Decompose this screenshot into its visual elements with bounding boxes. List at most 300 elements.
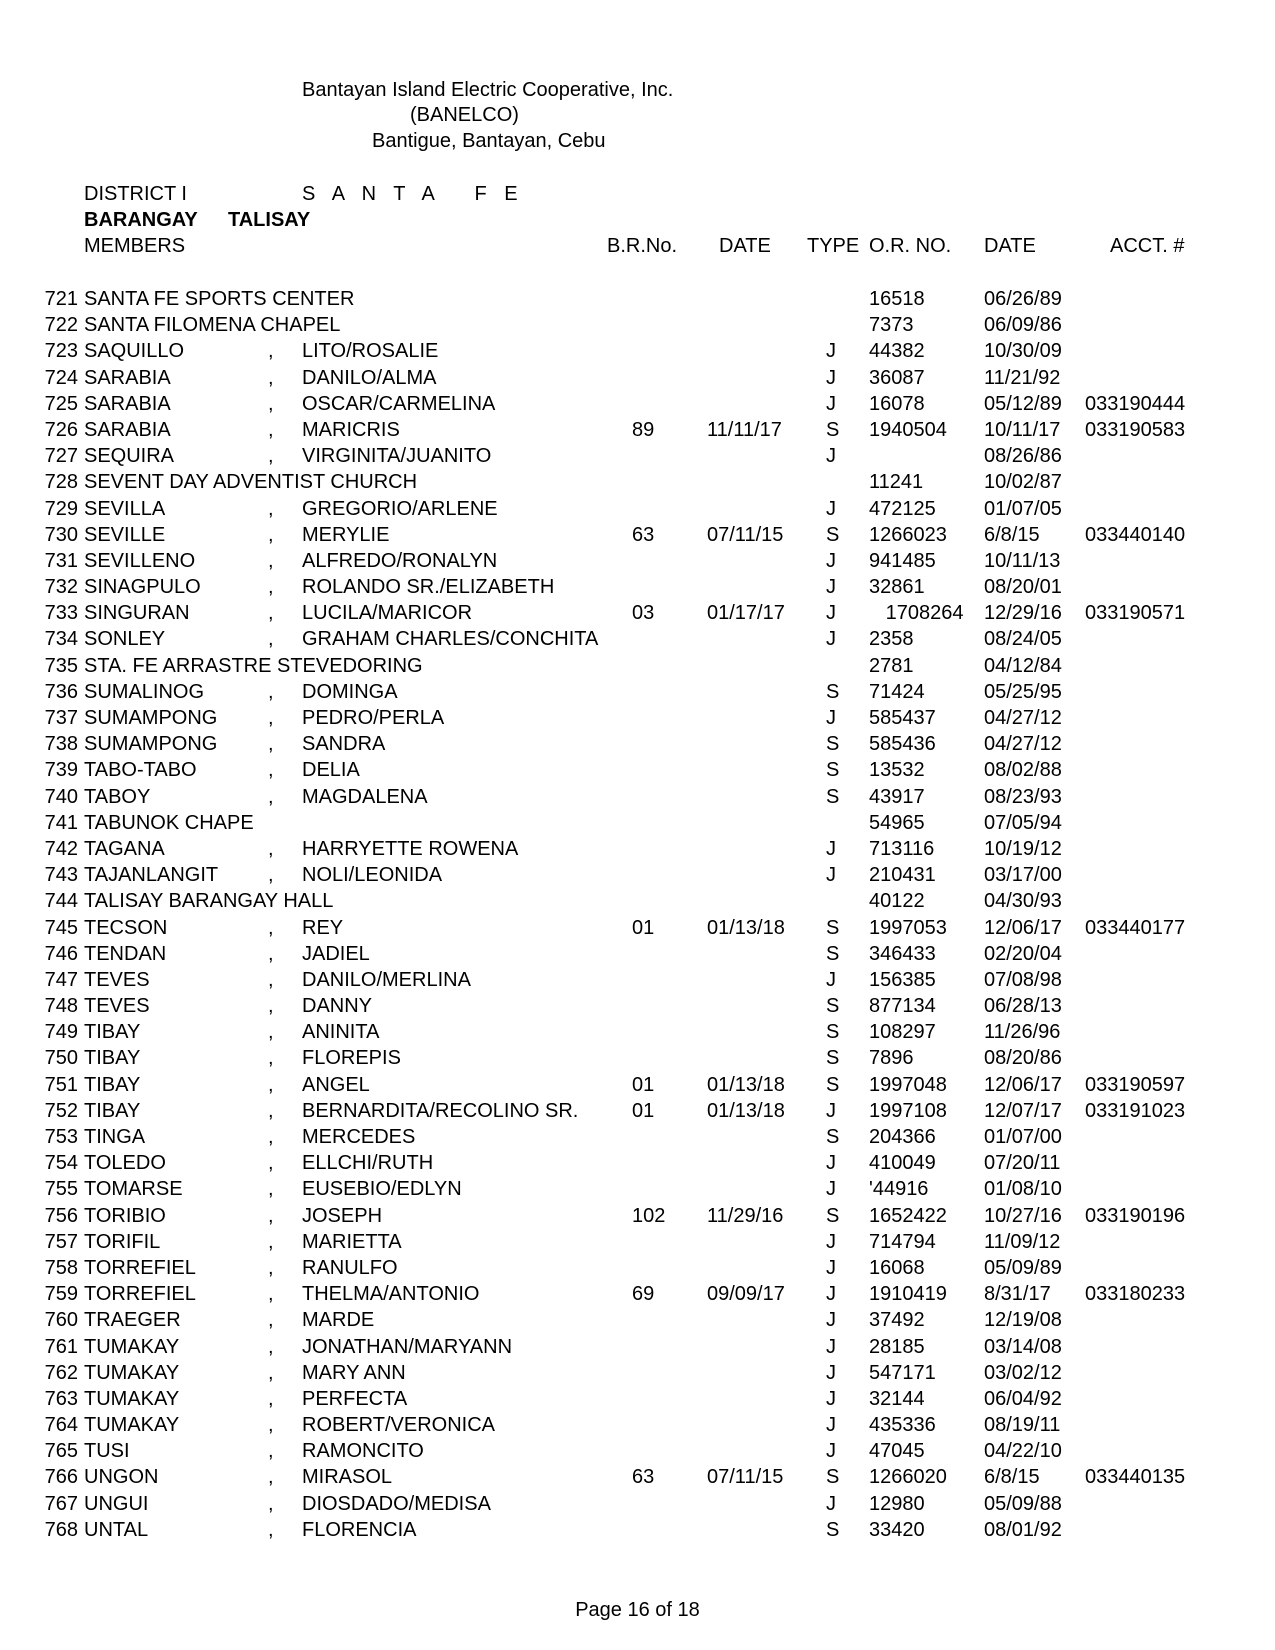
table-row — [0, 1361, 1275, 1387]
member-type: S — [826, 1204, 840, 1227]
member-number: 767 — [44, 1492, 78, 1515]
member-last-name: SUMALINOG — [84, 680, 205, 703]
table-row — [0, 916, 1275, 942]
member-type: S — [826, 1518, 840, 1541]
or-number: 43917 — [869, 785, 925, 808]
member-number: 762 — [44, 1361, 78, 1384]
member-type: J — [826, 837, 836, 860]
name-separator: , — [268, 942, 274, 965]
member-first-name: ELLCHI/RUTH — [302, 1152, 434, 1175]
member-number: 730 — [44, 523, 78, 546]
member-number: 735 — [44, 654, 78, 677]
member-number: 768 — [44, 1518, 78, 1541]
name-separator: , — [268, 523, 274, 546]
member-last-name: SINAGPULO — [84, 576, 201, 599]
account-number: 033190583 — [1085, 418, 1186, 441]
or-date: 05/09/88 — [984, 1492, 1062, 1515]
table-row — [0, 1518, 1275, 1544]
table-row — [0, 942, 1275, 968]
or-date: 11/26/96 — [984, 1021, 1061, 1044]
member-last-name: UNGUI — [84, 1492, 149, 1515]
member-number: 746 — [44, 942, 78, 965]
member-number: 747 — [44, 968, 78, 991]
member-type: S — [826, 1126, 840, 1148]
member-type: J — [826, 1178, 836, 1201]
member-first-name: MARICRIS — [302, 418, 400, 441]
member-last-name: TIBAY — [84, 1047, 141, 1070]
member-number: 741 — [44, 811, 78, 834]
member-last-name: TIBAY — [84, 1021, 141, 1044]
table-row — [0, 968, 1275, 994]
table-row — [0, 1046, 1275, 1072]
column-header-type: TYPE — [807, 235, 860, 257]
member-number: 726 — [44, 418, 78, 441]
table-row — [0, 1308, 1275, 1334]
or-number: 435336 — [869, 1414, 936, 1437]
or-date: 07/20/11 — [984, 1152, 1061, 1175]
or-number: 44382 — [869, 340, 925, 363]
member-type: S — [826, 418, 840, 441]
member-type: J — [826, 549, 836, 572]
or-date: 01/07/00 — [984, 1126, 1062, 1148]
member-last-name: SEVENT DAY ADVENTIST CHURCH — [84, 471, 418, 494]
br-number: 102 — [632, 1204, 666, 1227]
member-last-name: TUMAKAY — [84, 1335, 180, 1358]
br-number: 69 — [632, 1283, 655, 1306]
member-first-name: ANGEL — [302, 1073, 370, 1096]
br-number: 01 — [632, 1099, 655, 1122]
members-table — [0, 287, 1275, 1544]
member-number: 755 — [44, 1178, 78, 1201]
table-row — [0, 1099, 1275, 1125]
or-number: 1652422 — [869, 1204, 947, 1227]
member-first-name: MAGDALENA — [302, 785, 428, 808]
member-first-name: LUCILA/MARICOR — [302, 602, 473, 625]
table-row — [0, 1125, 1275, 1151]
table-row — [0, 1073, 1275, 1099]
member-first-name: MERYLIE — [302, 523, 390, 546]
member-last-name: TRAEGER — [84, 1309, 181, 1332]
table-row — [0, 339, 1275, 365]
member-first-name: JADIEL — [302, 942, 370, 965]
name-separator: , — [268, 549, 274, 572]
or-date: 6/8/15 — [984, 523, 1040, 546]
member-first-name: RAMONCITO — [302, 1440, 424, 1463]
member-number: 748 — [44, 995, 78, 1018]
or-date: 10/27/16 — [984, 1204, 1062, 1227]
member-first-name: NOLI/LEONIDA — [302, 864, 443, 887]
or-date: 01/07/05 — [984, 497, 1062, 520]
column-header-members: MEMBERS — [84, 235, 186, 257]
member-first-name: DOMINGA — [302, 680, 398, 703]
org-name: Bantayan Island Electric Cooperative, Inc. — [302, 79, 674, 101]
org-abbreviation: (BANELCO) — [410, 104, 519, 126]
name-separator: , — [268, 418, 274, 441]
name-separator: , — [268, 1126, 274, 1148]
table-row — [0, 1387, 1275, 1413]
table-row — [0, 523, 1275, 549]
member-number: 744 — [44, 890, 78, 913]
name-separator: , — [268, 1047, 274, 1070]
member-number: 756 — [44, 1204, 78, 1227]
column-header-date: DATE — [719, 235, 771, 257]
member-number: 742 — [44, 837, 78, 860]
member-number: 727 — [44, 445, 78, 468]
name-separator: , — [268, 1073, 274, 1096]
member-last-name: SAQUILLO — [84, 340, 185, 363]
member-type: S — [826, 942, 840, 965]
or-date: 03/17/00 — [984, 864, 1062, 887]
member-type: J — [826, 1152, 836, 1175]
district-label: DISTRICT I — [84, 183, 187, 205]
member-type: S — [826, 523, 840, 546]
member-number: 731 — [44, 549, 78, 572]
member-type: J — [826, 1099, 836, 1122]
member-first-name: ROBERT/VERONICA — [302, 1414, 495, 1437]
member-type: J — [826, 602, 836, 625]
member-type: J — [826, 628, 836, 651]
or-number: 1266023 — [869, 523, 947, 546]
member-last-name: TABOY — [84, 785, 151, 808]
or-number: 204366 — [869, 1126, 936, 1148]
or-date: 10/30/09 — [984, 340, 1062, 363]
member-number: 732 — [44, 576, 78, 599]
or-date: 05/25/95 — [984, 680, 1062, 703]
or-date: 01/08/10 — [984, 1178, 1062, 1201]
table-row — [0, 470, 1275, 496]
member-type: J — [826, 707, 836, 729]
member-type: J — [826, 445, 836, 468]
member-last-name: TALISAY BARANGAY HALL — [84, 890, 334, 913]
member-number: 740 — [44, 785, 78, 808]
name-separator: , — [268, 1230, 274, 1253]
or-date: 06/26/89 — [984, 288, 1062, 310]
district-value: S A N T A F E — [302, 183, 524, 205]
name-separator: , — [268, 1414, 274, 1437]
member-number: 723 — [44, 340, 78, 363]
or-date: 06/28/13 — [984, 995, 1062, 1018]
or-date: 04/12/84 — [984, 654, 1062, 677]
name-separator: , — [268, 1518, 274, 1541]
member-last-name: SARABIA — [84, 392, 171, 415]
page-number: Page 16 of 18 — [575, 1599, 700, 1621]
member-number: 764 — [44, 1414, 78, 1437]
member-last-name: TUSI — [84, 1440, 130, 1463]
or-number: 2358 — [869, 628, 914, 651]
or-date: 03/14/08 — [984, 1335, 1062, 1358]
member-number: 752 — [44, 1099, 78, 1122]
or-number: 32144 — [869, 1387, 925, 1410]
or-number: 11241 — [869, 471, 924, 494]
member-last-name: TEVES — [84, 995, 150, 1018]
br-date: 01/17/17 — [707, 602, 785, 625]
name-separator: , — [268, 995, 274, 1018]
name-separator: , — [268, 497, 274, 520]
member-type: S — [826, 1466, 840, 1489]
member-number: 751 — [44, 1073, 78, 1096]
member-type: S — [826, 733, 840, 756]
or-number: 7373 — [869, 314, 914, 337]
member-last-name: SEVILLA — [84, 497, 166, 520]
member-last-name: SEQUIRA — [84, 445, 175, 468]
member-type: S — [826, 1047, 840, 1070]
member-last-name: TIBAY — [84, 1073, 141, 1096]
name-separator: , — [268, 576, 274, 599]
name-separator: , — [268, 1256, 274, 1279]
member-last-name: TUMAKAY — [84, 1361, 180, 1384]
member-type: J — [826, 864, 836, 887]
or-date: 04/30/93 — [984, 890, 1062, 913]
br-number: 01 — [632, 1073, 655, 1096]
column-header-br-no: B.R.No. — [607, 235, 678, 257]
member-type: J — [826, 497, 836, 520]
member-last-name: TAJANLANGIT — [84, 864, 219, 887]
member-type: J — [826, 392, 836, 415]
table-row — [0, 287, 1275, 313]
table-row — [0, 837, 1275, 863]
member-number: 766 — [44, 1466, 78, 1489]
member-type: S — [826, 785, 840, 808]
or-number: 28185 — [869, 1335, 925, 1358]
or-number: 1708264 — [869, 602, 964, 625]
or-number: 16068 — [869, 1256, 925, 1279]
member-last-name: TECSON — [84, 916, 168, 939]
account-number: 033190597 — [1085, 1073, 1186, 1096]
name-separator: , — [268, 1361, 274, 1384]
member-first-name: MIRASOL — [302, 1466, 393, 1489]
or-number: 1940504 — [869, 418, 947, 441]
name-separator: , — [268, 1283, 274, 1306]
or-date: 08/26/86 — [984, 445, 1062, 468]
name-separator: , — [268, 445, 274, 468]
member-first-name: MERCEDES — [302, 1126, 416, 1148]
member-type: J — [826, 366, 836, 389]
or-number: 16518 — [869, 288, 925, 310]
table-row — [0, 1020, 1275, 1046]
org-address: Bantigue, Bantayan, Cebu — [372, 130, 606, 152]
member-last-name: SARABIA — [84, 418, 171, 441]
member-first-name: EUSEBIO/EDLYN — [302, 1178, 462, 1201]
member-last-name: TORIFIL — [84, 1230, 161, 1253]
or-number: 13532 — [869, 759, 925, 782]
member-last-name: TAGANA — [84, 837, 165, 860]
or-number: 156385 — [869, 968, 936, 991]
name-separator: , — [268, 1021, 274, 1044]
member-type: J — [826, 1492, 836, 1515]
member-number: 722 — [44, 314, 78, 337]
member-number: 739 — [44, 759, 78, 782]
or-date: 10/11/13 — [984, 549, 1061, 572]
or-date: 6/8/15 — [984, 1466, 1040, 1489]
member-type: S — [826, 1021, 840, 1044]
or-number: 713116 — [869, 837, 935, 860]
member-last-name: SANTA FE SPORTS CENTER — [84, 288, 355, 310]
member-first-name: ALFREDO/RONALYN — [302, 549, 498, 572]
or-date: 12/06/17 — [984, 1073, 1062, 1096]
member-first-name: DANILO/MERLINA — [302, 968, 471, 991]
member-number: 721 — [44, 288, 78, 310]
member-number: 760 — [44, 1309, 78, 1332]
table-row — [0, 1177, 1275, 1203]
account-number: 033190196 — [1085, 1204, 1186, 1227]
name-separator: , — [268, 733, 274, 756]
or-number: 16078 — [869, 392, 925, 415]
member-last-name: UNTAL — [84, 1518, 149, 1541]
member-first-name: DANNY — [302, 995, 373, 1018]
or-number: 547171 — [869, 1361, 936, 1384]
member-first-name: BERNARDITA/RECOLINO SR. — [302, 1099, 579, 1122]
member-type: S — [826, 759, 840, 782]
or-date: 04/22/10 — [984, 1440, 1062, 1463]
or-date: 12/29/16 — [984, 602, 1062, 625]
member-first-name: FLOREPIS — [302, 1047, 401, 1070]
member-first-name: PEDRO/PERLA — [302, 707, 445, 729]
member-number: 753 — [44, 1126, 78, 1148]
member-first-name: VIRGINITA/JUANITO — [302, 445, 492, 468]
or-date: 12/19/08 — [984, 1309, 1062, 1332]
or-date: 8/31/17 — [984, 1283, 1051, 1306]
member-number: 749 — [44, 1021, 78, 1044]
member-type: S — [826, 1073, 840, 1096]
or-number: 1266020 — [869, 1466, 947, 1489]
member-last-name: TUMAKAY — [84, 1414, 180, 1437]
member-last-name: TORIBIO — [84, 1204, 166, 1227]
or-number: 1910419 — [869, 1283, 947, 1306]
table-row — [0, 575, 1275, 601]
member-type: S — [826, 916, 840, 939]
member-type: S — [826, 995, 840, 1018]
or-number: 32861 — [869, 576, 925, 599]
column-header-or-no: O.R. NO. — [869, 235, 952, 257]
table-row — [0, 1151, 1275, 1177]
or-number: 585437 — [869, 707, 936, 729]
or-number: 585436 — [869, 733, 936, 756]
member-number: 763 — [44, 1387, 78, 1410]
account-number: 033440140 — [1085, 523, 1186, 546]
member-last-name: TENDAN — [84, 942, 167, 965]
or-date: 11/21/92 — [984, 366, 1061, 389]
br-number: 89 — [632, 418, 655, 441]
name-separator: , — [268, 602, 274, 625]
member-number: 728 — [44, 471, 78, 494]
name-separator: , — [268, 785, 274, 808]
or-date: 08/20/86 — [984, 1047, 1062, 1070]
member-first-name: DIOSDADO/MEDISA — [302, 1492, 491, 1515]
member-last-name: SANTA FILOMENA CHAPEL — [84, 314, 341, 337]
table-row — [0, 1335, 1275, 1361]
member-number: 724 — [44, 366, 78, 389]
name-separator: , — [268, 1178, 274, 1201]
name-separator: , — [268, 968, 274, 991]
br-date: 07/11/15 — [707, 523, 784, 546]
member-last-name: SINGURAN — [84, 602, 190, 625]
member-number: 754 — [44, 1152, 78, 1175]
or-date: 10/02/87 — [984, 471, 1062, 494]
name-separator: , — [268, 837, 274, 860]
or-number: 1997053 — [869, 916, 947, 939]
member-type: S — [826, 680, 840, 703]
or-number: 40122 — [869, 890, 925, 913]
name-separator: , — [268, 1309, 274, 1332]
member-last-name: TOLEDO — [84, 1152, 166, 1175]
name-separator: , — [268, 340, 274, 363]
member-first-name: SANDRA — [302, 733, 386, 756]
name-separator: , — [268, 1204, 274, 1227]
barangay-label: BARANGAY — [84, 209, 198, 231]
member-last-name: TORREFIEL — [84, 1283, 196, 1306]
table-row — [0, 601, 1275, 627]
or-date: 08/01/92 — [984, 1518, 1062, 1541]
or-date: 04/27/12 — [984, 733, 1062, 756]
member-number: 750 — [44, 1047, 78, 1070]
table-row — [0, 313, 1275, 339]
member-number: 734 — [44, 628, 78, 651]
or-date: 08/24/05 — [984, 628, 1062, 651]
table-row — [0, 1492, 1275, 1518]
or-number: 36087 — [869, 366, 925, 389]
member-number: 765 — [44, 1440, 78, 1463]
or-date: 08/23/93 — [984, 785, 1062, 808]
name-separator: , — [268, 366, 274, 389]
member-number: 745 — [44, 916, 78, 939]
or-number: '44916 — [869, 1178, 929, 1201]
member-number: 736 — [44, 680, 78, 703]
br-date: 01/13/18 — [707, 916, 785, 939]
or-number: 7896 — [869, 1047, 914, 1070]
or-date: 07/08/98 — [984, 968, 1062, 991]
br-number: 63 — [632, 1466, 655, 1489]
or-number: 12980 — [869, 1492, 925, 1515]
table-row — [0, 549, 1275, 575]
br-date: 11/11/17 — [707, 418, 782, 441]
name-separator: , — [268, 1335, 274, 1358]
name-separator: , — [268, 1152, 274, 1175]
or-date: 12/07/17 — [984, 1099, 1062, 1122]
br-date: 07/11/15 — [707, 1466, 784, 1489]
table-row — [0, 1413, 1275, 1439]
or-number: 2781 — [869, 654, 914, 677]
member-last-name: SUMAMPONG — [84, 733, 218, 756]
member-number: 737 — [44, 707, 78, 729]
br-number: 63 — [632, 523, 655, 546]
or-number: 410049 — [869, 1152, 936, 1175]
member-number: 738 — [44, 733, 78, 756]
or-number: 877134 — [869, 995, 936, 1018]
or-number: 346433 — [869, 942, 936, 965]
br-number: 01 — [632, 916, 655, 939]
member-first-name: JONATHAN/MARYANN — [302, 1335, 513, 1358]
or-date: 06/09/86 — [984, 314, 1062, 337]
name-separator: , — [268, 1099, 274, 1122]
member-type: J — [826, 1361, 836, 1384]
table-row — [0, 497, 1275, 523]
or-number: 33420 — [869, 1518, 925, 1541]
account-number: 033180233 — [1085, 1283, 1186, 1306]
column-header-or-date: DATE — [984, 235, 1036, 257]
name-separator: , — [268, 916, 274, 939]
or-date: 08/20/01 — [984, 576, 1062, 599]
or-date: 12/06/17 — [984, 916, 1062, 939]
member-first-name: DANILO/ALMA — [302, 366, 437, 389]
member-first-name: DELIA — [302, 759, 360, 782]
name-separator: , — [268, 1440, 274, 1463]
or-date: 05/12/89 — [984, 392, 1062, 415]
member-type: J — [826, 1230, 836, 1253]
member-last-name: SARABIA — [84, 366, 171, 389]
name-separator: , — [268, 864, 274, 887]
or-number: 1997108 — [869, 1099, 947, 1122]
name-separator: , — [268, 1492, 274, 1515]
